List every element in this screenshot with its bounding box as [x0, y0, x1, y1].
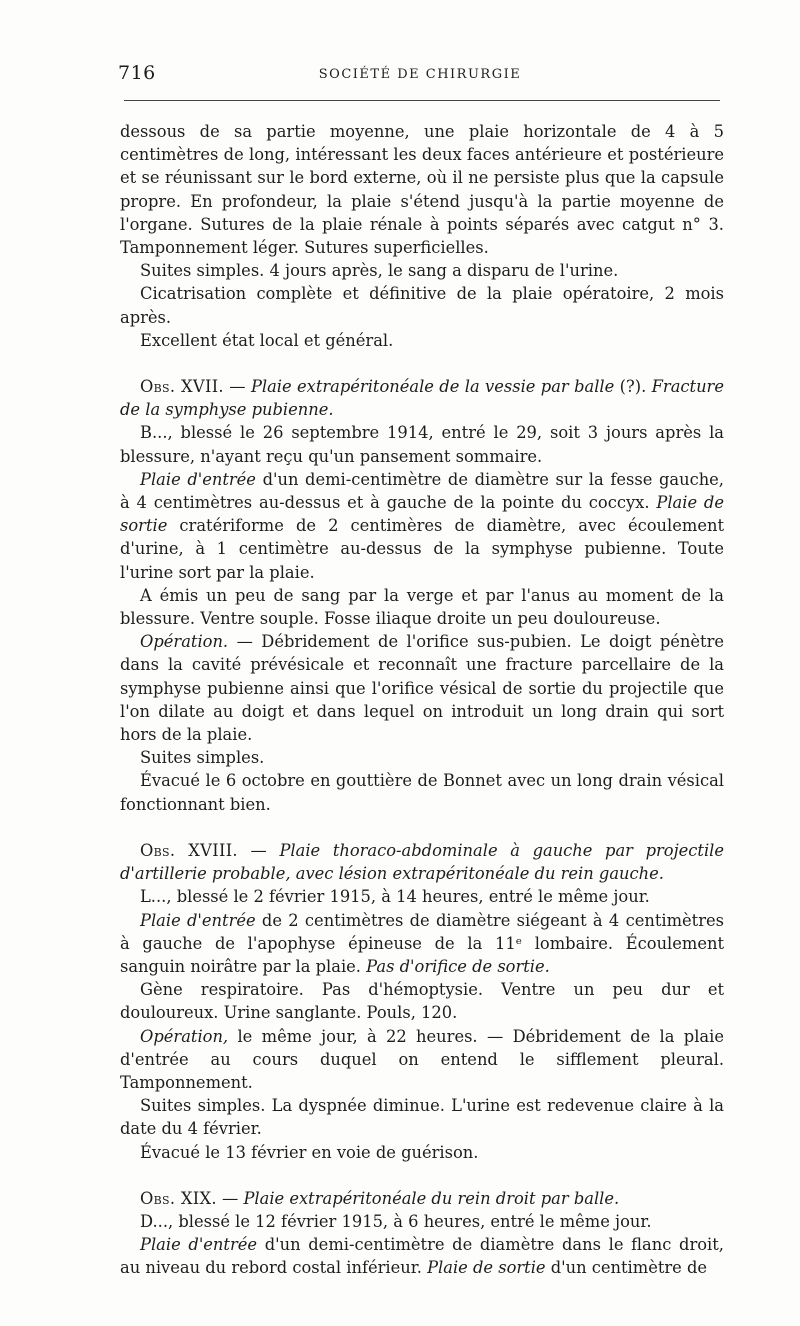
text-run: Évacué le 13 février en voie de guérison.: [140, 1142, 479, 1162]
paragraph: [120, 1141, 724, 1164]
paragraph: [120, 1233, 724, 1279]
text-run: Excellent état local et général.: [140, 330, 394, 350]
italic-text: Plaie thoraco-abdominale à gauche par projectile d'artillerie probable, avec lésion extrapéritonéale du rein gauche.: [120, 840, 725, 884]
text-run: Cicatrisation complète et définitive de la plaie opératoire, 2 mois après.: [120, 284, 724, 327]
paragraph: [120, 468, 724, 584]
text-run: B..., blessé le 26 septembre 1914, entré le 29, soit 3 jours après la blessure, n'ayant reçu qu'un pansement sommaire.: [120, 423, 724, 466]
paragraph: [120, 769, 724, 815]
observation-number: Obs. XIX.: [140, 1188, 217, 1208]
paragraph: [120, 421, 724, 467]
text-run: cratériforme de 2 centimères de diamètre, avec écoulement d'urine, à 1 centimètre au-dessus de la symphyse pubienne. Toute l'urine sort par la plaie.: [120, 516, 724, 582]
paragraph: [120, 1210, 724, 1233]
italic-text: Plaie de sortie: [120, 493, 724, 536]
observation-number: Obs. XVII.: [140, 377, 224, 397]
paragraph: [120, 885, 724, 908]
paragraph: [120, 120, 724, 259]
text-run: —: [223, 377, 251, 397]
paragraph: [120, 259, 724, 282]
text-run: — Débridement de l'orifice sus-pubien. Le doigt pénètre dans la cavité prévésicale et reconnaît une fracture parcellaire de la symphyse pubienne ainsi que l'orifice vésical de sortie du projectile que l'on dilate au doigt et dans lequel on introduit un long drain qui sort hors de la plaie.: [120, 632, 724, 745]
text-run: A émis un peu de sang par la verge et par l'anus au moment de la blessure. Ventre souple. Fosse iliaque droite un peu douloureuse.: [120, 585, 724, 629]
observation-heading: [120, 375, 724, 421]
italic-text: Plaie extrapéritonéale de la vessie par balle: [250, 377, 615, 397]
italic-text: Pas d'orifice de sortie.: [366, 956, 550, 976]
observation-heading: [120, 1187, 724, 1210]
page-header: [118, 62, 722, 92]
observation-number: Obs. XVIII.: [140, 840, 238, 860]
text-run: Suites simples. La dyspnée diminue. L'urine est redevenue claire à la date du 4 février.: [120, 1096, 724, 1139]
italic-text: Plaie d'entrée: [140, 910, 256, 930]
text-run: (?).: [614, 377, 652, 397]
text-run: Gène respiratoire. Pas d'hémoptysie. Ventre un peu dur et douloureux. Urine sanglante. Pouls, 120.: [120, 980, 724, 1023]
text-run: de 2 centimètres de diamètre siégeant à 4 centimètres à gauche de l'apophyse épineuse de la 11ᵉ lombaire. Écoulement sanguin noirâtre par la plaie.: [120, 910, 724, 976]
text-run: —: [237, 840, 280, 860]
italic-text: Plaie extrapéritonéale du rein droit par balle.: [243, 1188, 620, 1208]
paragraph: [120, 630, 724, 746]
paragraph: [120, 909, 724, 979]
running-head: SOCIÉTÉ DE CHIRURGIE: [318, 67, 522, 82]
observation-heading: [120, 839, 724, 885]
paragraph: [120, 978, 724, 1024]
paragraph: [120, 329, 724, 352]
italic-text: Plaie d'entrée: [140, 469, 256, 489]
text-run: d'un centimètre de: [545, 1258, 708, 1278]
text-run: —: [216, 1188, 244, 1208]
paragraph: [120, 746, 724, 769]
page-number: 716: [118, 62, 156, 84]
text-run: Évacué le 6 octobre en gouttière de Bonnet avec un long drain vésical fonctionnant bien.: [120, 771, 724, 814]
text-run: le même jour, à 22 heures. — Débridement de la plaie d'entrée au cours duquel on entend le sifflement pleural. Tamponnement.: [120, 1026, 724, 1092]
italic-text: Opération,: [140, 1026, 229, 1046]
paragraph: [120, 1025, 724, 1095]
text-run: dessous de sa partie moyenne, une plaie horizontale de 4 à 5 centimètres de long, intéressant les deux faces antérieure et postérieure et se réunissant sur le bord externe, où il ne persiste plus que la capsule propre. En profondeur, la plaie s'étend jusqu'à la partie moyenne de l'organe. Sutures de la plaie rénale à points séparés avec catgut n° 3. Tamponnement léger. Sutures superficielles.: [120, 122, 724, 258]
text-run: Suites simples. 4 jours après, le sang a disparu de l'urine.: [140, 261, 619, 281]
italic-text: Fracture de la symphyse pubienne.: [120, 377, 724, 420]
paragraph: [120, 282, 724, 328]
text-run: L..., blessé le 2 février 1915, à 14 heures, entré le même jour.: [140, 887, 650, 907]
italic-text: Plaie de sortie: [427, 1258, 546, 1278]
header-rule: [124, 100, 720, 101]
paragraph: [120, 1094, 724, 1140]
text-run: d'un demi-centimètre de diamètre sur la fesse gauche, à 4 centimètres au-dessus et à gauche de la pointe du coccyx.: [120, 469, 724, 513]
italic-text: Opération.: [140, 632, 229, 652]
italic-text: Plaie d'entrée: [140, 1235, 258, 1255]
paragraph: [120, 584, 724, 630]
body-text: [120, 120, 724, 1280]
text-run: d'un demi-centimètre de diamètre dans le flanc droit, au niveau du rebord costal inférieur.: [120, 1235, 724, 1278]
text-run: D..., blessé le 12 février 1915, à 6 heures, entré le même jour.: [140, 1211, 652, 1231]
text-run: Suites simples.: [140, 748, 265, 768]
